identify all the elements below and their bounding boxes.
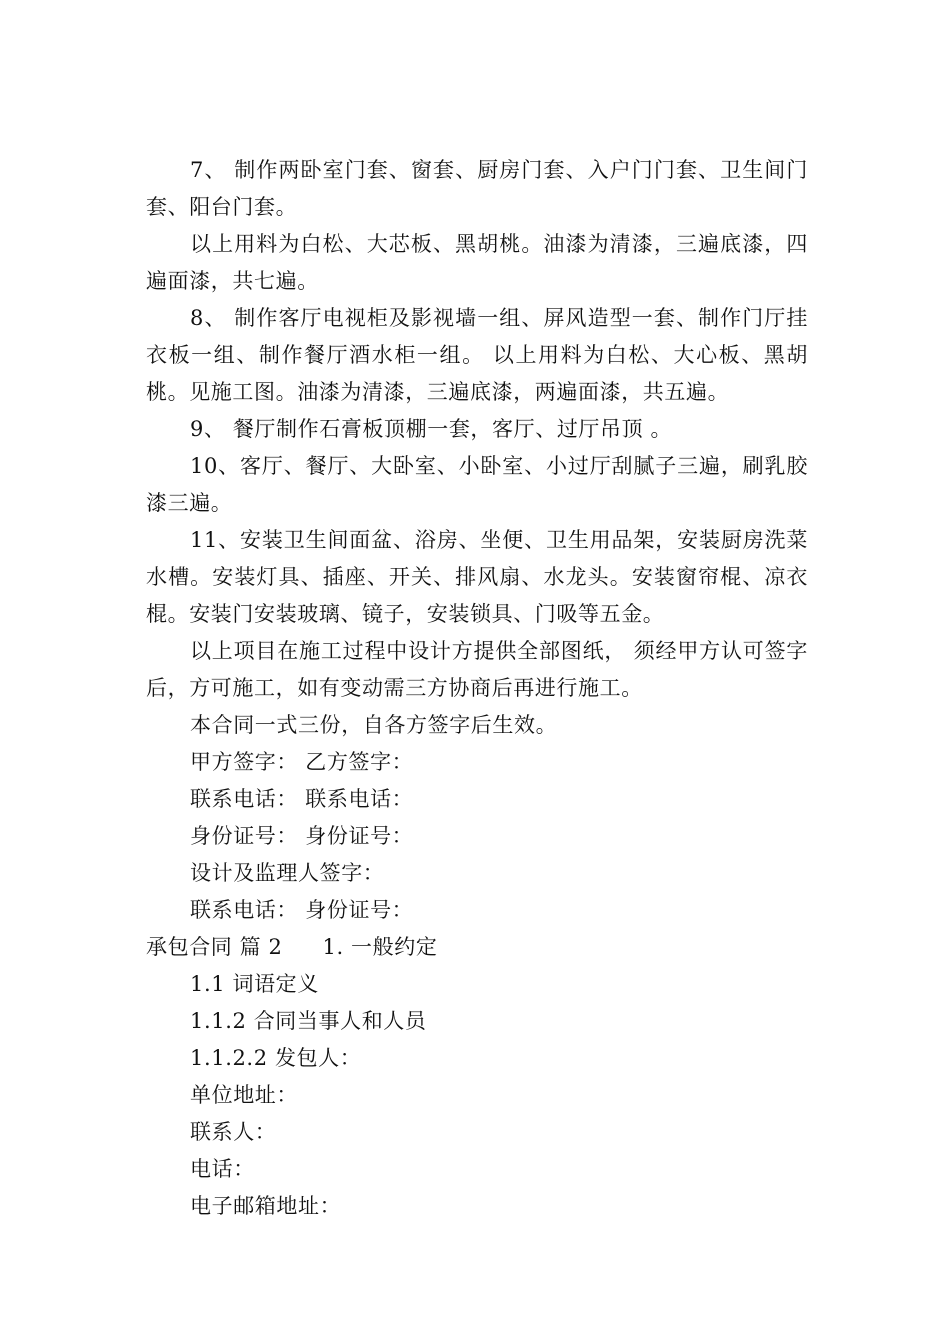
section2-heading-row: [146, 929, 808, 966]
section2-item-1: 1. 一般约定: [322, 935, 438, 959]
section2-heading: 承包合同 篇 2: [146, 935, 283, 959]
paragraph-item-10: 10、客厅、餐厅、大卧室、小卧室、小过厅刮腻子三遍，刷乳胶漆三遍。: [146, 454, 808, 515]
party-a-id-label: 身份证号：: [190, 824, 298, 848]
party-a-signature-label: 甲方签字：: [190, 750, 298, 774]
signature-row-parties: [146, 744, 808, 781]
section2-item-1-1: 1.1 词语定义: [190, 972, 319, 996]
designer-signature-label: 设计及监理人签字：: [190, 861, 385, 885]
section2-item-1-1-2: 1.1.2 合同当事人和人员: [190, 1009, 427, 1033]
address-label: 单位地址：: [190, 1083, 298, 1107]
signature-row-designer: [146, 892, 808, 929]
section2-item-1-1-2-2: 1.1.2.2 发包人：: [190, 1046, 362, 1070]
paragraph-item-11: 11、安装卫生间面盆、浴房、坐便、卫生用品架，安装厨房洗菜水槽。安装灯具、插座、开关、排风扇、水龙头。安装窗帘棍、凉衣棍。安装门安装玻璃、镜子，安装锁具、门吸等五金。: [146, 528, 808, 626]
email-label: 电子邮箱地址：: [190, 1194, 342, 1218]
party-b-id-label: 身份证号：: [305, 824, 414, 848]
signature-row-ids: [146, 818, 808, 855]
phone-label: 电话：: [190, 1157, 255, 1181]
designer-id-label: 身份证号：: [305, 898, 414, 922]
paragraph-design-note: 以上项目在施工过程中设计方提供全部图纸， 须经甲方认可签字后，方可施工，如有变动需三方协商后再进行施工。: [146, 639, 808, 700]
paragraph-copies: 本合同一式三份，自各方签字后生效。: [190, 713, 558, 737]
paragraph-item-7-materials: 以上用料为白松、大芯板、黑胡桃。油漆为清漆，三遍底漆，四遍面漆，共七遍。: [146, 232, 808, 293]
signature-row-phones: [146, 781, 808, 818]
party-b-signature-label: 乙方签字：: [305, 750, 414, 774]
paragraph-item-9: 9、 餐厅制作石膏板顶棚一套，客厅、过厅吊顶 。: [190, 417, 673, 441]
party-a-phone-label: 联系电话：: [190, 787, 298, 811]
party-b-phone-label: 联系电话：: [305, 787, 414, 811]
designer-phone-label: 联系电话：: [190, 898, 298, 922]
paragraph-item-7: 7、 制作两卧室门套、窗套、厨房门套、入户门门套、卫生间门套、阳台门套。: [146, 158, 808, 219]
document-page: [146, 152, 808, 1225]
paragraph-item-8: 8、 制作客厅电视柜及影视墙一组、屏风造型一套、制作门厅挂衣板一组、制作餐厅酒水柜一组。 以上用料为白松、大心板、黑胡桃。见施工图。油漆为清漆，三遍底漆，两遍面漆，共五遍。: [146, 306, 808, 404]
contact-label: 联系人：: [190, 1120, 277, 1144]
